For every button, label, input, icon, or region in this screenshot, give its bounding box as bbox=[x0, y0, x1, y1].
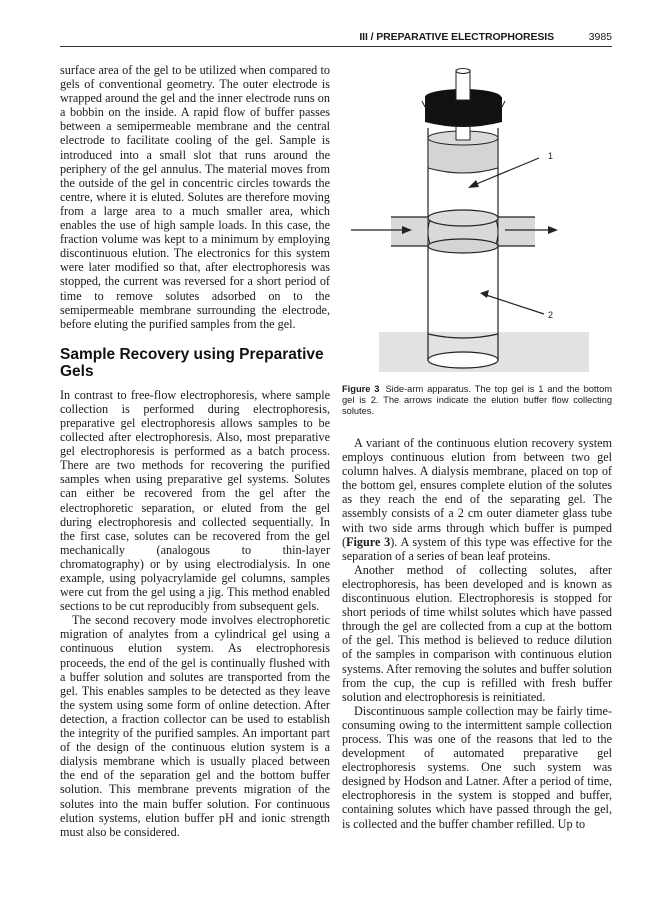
figure-reference-link[interactable]: Figure 3 bbox=[346, 534, 391, 549]
figure-caption-label: Figure 3 bbox=[342, 384, 380, 394]
right-column bbox=[342, 436, 612, 831]
running-title: III / PREPARATIVE ELECTROPHORESIS bbox=[359, 31, 554, 43]
apparatus-diagram bbox=[342, 56, 612, 376]
figure-label-1: 1 bbox=[548, 151, 554, 161]
paragraph: The second recovery mode involves electrophoretic migration of analytes from a cylindrical gel using a continuous elution system. As electrophoresis proceeds, the end of the gel is continually flushed with a buffer solution and solutes are transported from the gel. This enables samples to be detected as they leave the system using some form of online detection. After detection, a fraction collector can be used to establish the integrity of the purified samples. An important part of the design of the continuous elution system is a dialysis membrane which is usually placed between the end of the separation gel and the bottom buffer solution. This membrane prevents migration of the solutes into the main buffer solution. For continuous elution systems, elution buffer pH and ionic strength must also be considered. bbox=[60, 613, 330, 839]
section-heading: Sample Recovery using Preparative Gels bbox=[60, 345, 324, 380]
paragraph-text: ). A system of this type was effective for the separation of a series of bean leaf proteins. bbox=[342, 534, 612, 563]
running-header bbox=[60, 28, 612, 47]
paragraph: surface area of the gel to be utilized when compared to gels of conventional geometry. The outer electrode is wrapped around the gel and the inner electrode runs on a bobbin on the inside. A rapid flow of buffer passes between a semipermeable membrane and the central electrode to facilitate cooling of the gel. Sample is introduced into a small slot that runs around the periphery of the gel annulus. The material moves from the outside of the gel in concentric circles towards the centre, where it is eluted. Solutes are therefore moving from a large area to a much smaller area, which enables the use of high sample loads. In this case, the fraction volume was kept to a minimum by employing discontinuous elution. The electronics for this system were later modified so that, after electrophoresis was stopped, the current was reversed for a short period of time to remove solutes adsorbed on to the semipermeable membrane surrounding the electrode, before eluting the purified samples from the gel. bbox=[60, 63, 330, 331]
figure-caption bbox=[342, 384, 612, 417]
left-column bbox=[60, 63, 330, 839]
page-number: 3985 bbox=[588, 31, 612, 43]
paragraph: Another method of collecting solutes, after electrophoresis, has been developed and is known as discontinuous elution. Electrophoresis is stopped for short periods of time whilst solutes which have passed through the gel are collected from a cup at the bottom of the gel. This method is believed to reduce dilution of the samples in comparison with continuous elution systems. After removing the solutes and buffer solution from the cup, the cup is refilled with fresh buffer solution and electrophoresis is reinitiated. bbox=[342, 562, 612, 704]
paragraph-text: A variant of the continuous elution recovery system employs continuous elution from between two gel column halves. A dialysis membrane, placed on top of the bottom gel, ensures complete elution of the solutes as they reach the end of the separating gel. The assembly consists of a 2 cm outer diameter glass tube with two side arms through which buffer is pumped ( bbox=[342, 436, 612, 549]
figure-label-2: 2 bbox=[548, 310, 554, 320]
paragraph: Discontinuous sample collection may be fairly time-consuming owing to the intermittent sample collection process. This was one of the reasons that led to the development of automated preparative gel electrophoresis systems. One such system was designed by Hodson and Latner. After a period of time, electrophoresis in the system is stopped and buffer, containing solutes which have passed through the gel, is collected and the buffer chamber refilled. Up to bbox=[342, 703, 612, 831]
paragraph: In contrast to free-flow electrophoresis, where sample collection is performed during electrophoresis, preparative gel electrophoresis allows samples to be collected after electrophoresis. Also, most preparative gel electrophoresis is performed as a batch process. There are two methods for recovering the purified samples when using preparative gel systems. Solutes can either be recovered from the gel after the electrophoretic separation, or eluted from the gel during electrophoresis and collected sequentially. In the first case, solutes can be recovered from the gel mechanically (analogous to thin-layer chromatography) or by using electrodialysis. In one example, using polyacrylamide gel columns, samples were cut from the gel using a jig. This method enabled sections to be cut reproducibly from subsequent gels. bbox=[60, 387, 330, 614]
figure-caption-text: Side-arm apparatus. The top gel is 1 and the bottom gel is 2. The arrows indicate the elution buffer flow collecting solutes. bbox=[342, 384, 612, 416]
figure-side-arm-apparatus bbox=[342, 56, 612, 376]
paragraph bbox=[342, 436, 612, 563]
